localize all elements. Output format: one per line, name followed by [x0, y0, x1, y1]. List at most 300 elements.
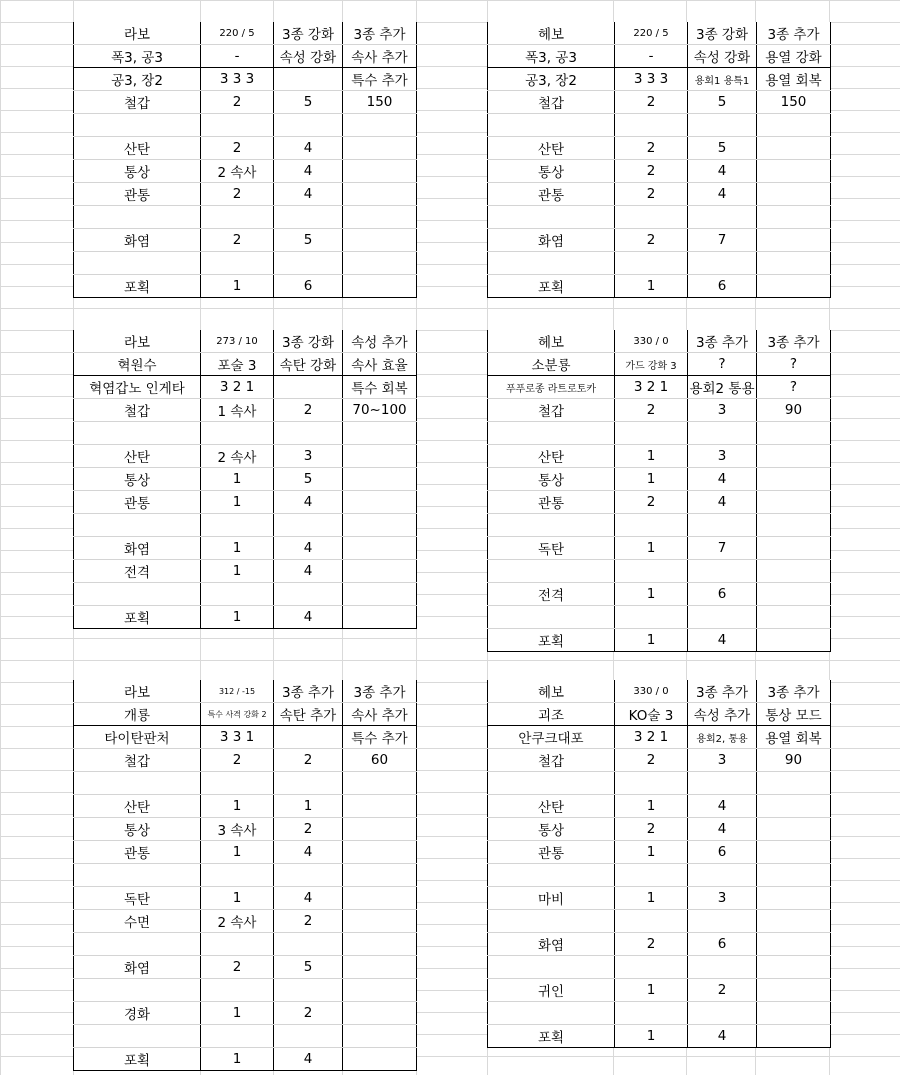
table-cell[interactable]: 속사 추가	[343, 703, 417, 726]
table-cell[interactable]: 3 3 3	[201, 68, 274, 91]
table-cell[interactable]	[343, 1002, 417, 1025]
table-cell[interactable]: 3 2 1	[201, 376, 274, 399]
table-cell[interactable]	[343, 933, 417, 956]
table-cell[interactable]: 화염	[488, 229, 615, 252]
table-cell[interactable]	[74, 514, 201, 537]
table-cell[interactable]	[274, 376, 343, 399]
table-cell[interactable]: 1	[201, 841, 274, 864]
table-cell[interactable]	[488, 956, 615, 979]
table-cell[interactable]: 3 3 3	[615, 68, 688, 91]
table-cell[interactable]: 1	[201, 275, 274, 298]
table-cell[interactable]: 1	[201, 560, 274, 583]
table-cell[interactable]	[343, 979, 417, 1002]
table-cell[interactable]	[757, 445, 831, 468]
table-cell[interactable]: 공3, 장2	[488, 68, 615, 91]
table-cell[interactable]: -	[201, 45, 274, 68]
table-cell[interactable]: ?	[757, 353, 831, 376]
table-cell[interactable]: 4	[688, 160, 757, 183]
table-cell[interactable]: 포획	[74, 606, 201, 629]
table-cell[interactable]	[757, 114, 831, 137]
table-cell[interactable]: 5	[274, 956, 343, 979]
table-cell[interactable]	[488, 252, 615, 275]
table-cell[interactable]	[757, 795, 831, 818]
table-cell[interactable]: 혁염갑노 인게타	[74, 376, 201, 399]
table-cell[interactable]	[688, 1002, 757, 1025]
table-cell[interactable]	[74, 583, 201, 606]
table-cell[interactable]	[201, 252, 274, 275]
table-cell[interactable]	[757, 160, 831, 183]
table-cell[interactable]: 5	[688, 137, 757, 160]
table-cell[interactable]	[274, 514, 343, 537]
table-cell[interactable]	[201, 422, 274, 445]
table-cell[interactable]: 2	[201, 749, 274, 772]
table-cell[interactable]	[74, 979, 201, 1002]
table-cell[interactable]: 1	[615, 887, 688, 910]
table-cell[interactable]: 4	[274, 160, 343, 183]
table-cell[interactable]	[615, 422, 688, 445]
table-cell[interactable]: 1	[615, 629, 688, 652]
table-cell[interactable]: 속성 추가	[688, 703, 757, 726]
table-cell[interactable]: 속탄 강화	[274, 353, 343, 376]
table-cell[interactable]	[615, 956, 688, 979]
table-cell[interactable]	[757, 422, 831, 445]
table-cell[interactable]: 4	[688, 795, 757, 818]
table-cell[interactable]: 1	[615, 537, 688, 560]
table-cell[interactable]: 2 속사	[201, 445, 274, 468]
table-cell[interactable]	[757, 910, 831, 933]
table-cell[interactable]: 독탄	[488, 537, 615, 560]
table-cell[interactable]	[343, 468, 417, 491]
table-cell[interactable]	[201, 979, 274, 1002]
table-cell[interactable]: 330 / 0	[615, 680, 688, 703]
table-cell[interactable]	[615, 772, 688, 795]
table-cell[interactable]: 6	[274, 275, 343, 298]
table-cell[interactable]: 3종 강화	[274, 330, 343, 353]
table-cell[interactable]	[757, 606, 831, 629]
table-cell[interactable]	[757, 979, 831, 1002]
table-cell[interactable]	[343, 583, 417, 606]
table-cell[interactable]: 독탄	[74, 887, 201, 910]
table-cell[interactable]: 속사 효율	[343, 353, 417, 376]
table-cell[interactable]: 5	[274, 468, 343, 491]
table-cell[interactable]	[201, 583, 274, 606]
table-cell[interactable]: 3 속사	[201, 818, 274, 841]
table-cell[interactable]: 안쿠크대포	[488, 726, 615, 749]
table-cell[interactable]: 2	[201, 137, 274, 160]
table-cell[interactable]: 2	[615, 91, 688, 114]
table-cell[interactable]	[343, 114, 417, 137]
table-cell[interactable]	[615, 910, 688, 933]
table-cell[interactable]: 1	[615, 979, 688, 1002]
table-cell[interactable]	[488, 1002, 615, 1025]
table-cell[interactable]: 헤보	[488, 330, 615, 353]
table-cell[interactable]: ?	[757, 376, 831, 399]
table-cell[interactable]: KO술 3	[615, 703, 688, 726]
table-cell[interactable]: 통상	[488, 818, 615, 841]
table-cell[interactable]: 6	[688, 275, 757, 298]
table-cell[interactable]	[757, 1002, 831, 1025]
table-cell[interactable]	[615, 252, 688, 275]
table-cell[interactable]	[688, 772, 757, 795]
table-cell[interactable]: 헤보	[488, 22, 615, 45]
table-cell[interactable]	[343, 818, 417, 841]
table-cell[interactable]: 150	[757, 91, 831, 114]
table-cell[interactable]: 괴조	[488, 703, 615, 726]
table-cell[interactable]: 통상	[488, 160, 615, 183]
table-cell[interactable]	[343, 910, 417, 933]
table-cell[interactable]: 1	[201, 537, 274, 560]
table-cell[interactable]: 4	[688, 468, 757, 491]
table-cell[interactable]: 철갑	[74, 91, 201, 114]
table-cell[interactable]: 속성 강화	[274, 45, 343, 68]
table-cell[interactable]	[688, 514, 757, 537]
table-cell[interactable]: 철갑	[488, 91, 615, 114]
table-cell[interactable]: 경화	[74, 1002, 201, 1025]
table-cell[interactable]: 개룡	[74, 703, 201, 726]
table-cell[interactable]: 220 / 5	[615, 22, 688, 45]
table-cell[interactable]: 속사 추가	[343, 45, 417, 68]
table-cell[interactable]: 1	[201, 1002, 274, 1025]
table-cell[interactable]: 3종 추가	[757, 330, 831, 353]
table-cell[interactable]: 7	[688, 229, 757, 252]
table-cell[interactable]: 1	[615, 445, 688, 468]
table-cell[interactable]: 통상 모드	[757, 703, 831, 726]
table-cell[interactable]	[274, 206, 343, 229]
table-cell[interactable]: 통상	[74, 160, 201, 183]
table-cell[interactable]	[201, 1025, 274, 1048]
table-cell[interactable]	[74, 864, 201, 887]
table-cell[interactable]: 산탄	[488, 137, 615, 160]
table-cell[interactable]: 4	[274, 887, 343, 910]
table-cell[interactable]: 2	[615, 399, 688, 422]
table-cell[interactable]	[274, 772, 343, 795]
table-cell[interactable]	[615, 606, 688, 629]
table-cell[interactable]: 특수 회복	[343, 376, 417, 399]
table-cell[interactable]: 2	[274, 1002, 343, 1025]
table-cell[interactable]	[343, 160, 417, 183]
table-cell[interactable]: 4	[688, 183, 757, 206]
table-cell[interactable]: 철갑	[74, 749, 201, 772]
table-cell[interactable]	[343, 887, 417, 910]
table-cell[interactable]	[757, 275, 831, 298]
table-cell[interactable]: 통상	[74, 468, 201, 491]
table-cell[interactable]	[688, 560, 757, 583]
table-cell[interactable]	[488, 864, 615, 887]
table-cell[interactable]	[615, 1002, 688, 1025]
table-cell[interactable]: 312 / -15	[201, 680, 274, 703]
table-cell[interactable]	[343, 275, 417, 298]
table-cell[interactable]	[757, 818, 831, 841]
table-cell[interactable]	[343, 537, 417, 560]
table-cell[interactable]	[488, 910, 615, 933]
table-cell[interactable]: 전격	[74, 560, 201, 583]
table-cell[interactable]: 용열 회복	[757, 68, 831, 91]
table-cell[interactable]	[343, 445, 417, 468]
table-cell[interactable]	[343, 956, 417, 979]
table-cell[interactable]	[615, 206, 688, 229]
table-cell[interactable]: 2	[688, 979, 757, 1002]
table-cell[interactable]: 타이탄판처	[74, 726, 201, 749]
table-cell[interactable]	[757, 252, 831, 275]
table-cell[interactable]: 용회1 용특1	[688, 68, 757, 91]
table-cell[interactable]: 90	[757, 749, 831, 772]
table-cell[interactable]: 6	[688, 583, 757, 606]
table-cell[interactable]	[757, 491, 831, 514]
table-cell[interactable]	[274, 1025, 343, 1048]
table-cell[interactable]: 5	[274, 229, 343, 252]
table-cell[interactable]: 3종 추가	[343, 680, 417, 703]
table-cell[interactable]	[343, 1025, 417, 1048]
table-cell[interactable]: 1	[615, 1025, 688, 1048]
table-cell[interactable]	[488, 114, 615, 137]
table-cell[interactable]	[488, 422, 615, 445]
table-cell[interactable]: 라보	[74, 330, 201, 353]
table-cell[interactable]: 산탄	[488, 445, 615, 468]
table-cell[interactable]: 2	[615, 818, 688, 841]
table-cell[interactable]	[688, 864, 757, 887]
table-cell[interactable]	[615, 514, 688, 537]
table-cell[interactable]: 3종 추가	[757, 680, 831, 703]
table-cell[interactable]: 전격	[488, 583, 615, 606]
table-cell[interactable]	[201, 772, 274, 795]
table-cell[interactable]: 4	[274, 1048, 343, 1071]
table-cell[interactable]	[274, 114, 343, 137]
table-cell[interactable]: 용열 회복	[757, 726, 831, 749]
table-cell[interactable]: 2	[201, 91, 274, 114]
table-cell[interactable]: 220 / 5	[201, 22, 274, 45]
table-cell[interactable]: 6	[688, 933, 757, 956]
table-cell[interactable]: 2	[615, 183, 688, 206]
table-cell[interactable]: 속성 강화	[688, 45, 757, 68]
table-cell[interactable]: 산탄	[488, 795, 615, 818]
table-cell[interactable]: 포획	[74, 1048, 201, 1071]
table-cell[interactable]: 1	[615, 583, 688, 606]
table-cell[interactable]	[488, 514, 615, 537]
table-cell[interactable]: 4	[688, 629, 757, 652]
table-cell[interactable]: 용회2, 통용	[688, 726, 757, 749]
table-cell[interactable]: 소분룡	[488, 353, 615, 376]
table-cell[interactable]	[688, 606, 757, 629]
table-cell[interactable]	[757, 560, 831, 583]
table-cell[interactable]	[201, 206, 274, 229]
table-cell[interactable]	[74, 206, 201, 229]
table-cell[interactable]	[343, 795, 417, 818]
table-cell[interactable]: 4	[274, 841, 343, 864]
table-cell[interactable]: 2	[615, 749, 688, 772]
table-cell[interactable]: 1	[201, 491, 274, 514]
table-cell[interactable]	[757, 864, 831, 887]
table-cell[interactable]: 3	[274, 445, 343, 468]
table-cell[interactable]: 4	[274, 183, 343, 206]
table-cell[interactable]	[274, 933, 343, 956]
table-cell[interactable]: 1	[201, 887, 274, 910]
table-cell[interactable]	[201, 114, 274, 137]
table-cell[interactable]: 3	[688, 749, 757, 772]
table-cell[interactable]	[343, 841, 417, 864]
table-cell[interactable]: 화염	[488, 933, 615, 956]
table-cell[interactable]	[343, 772, 417, 795]
table-cell[interactable]: 3종 추가	[688, 330, 757, 353]
table-cell[interactable]: 포획	[488, 1025, 615, 1048]
table-cell[interactable]: 4	[274, 137, 343, 160]
table-cell[interactable]: 2 속사	[201, 160, 274, 183]
table-cell[interactable]: 4	[688, 818, 757, 841]
table-cell[interactable]	[74, 252, 201, 275]
table-cell[interactable]: 포획	[74, 275, 201, 298]
table-cell[interactable]	[757, 206, 831, 229]
table-cell[interactable]	[688, 422, 757, 445]
table-cell[interactable]: 2	[615, 933, 688, 956]
table-cell[interactable]: 3종 추가	[274, 680, 343, 703]
table-cell[interactable]	[74, 422, 201, 445]
table-cell[interactable]: 273 / 10	[201, 330, 274, 353]
table-cell[interactable]: 3종 강화	[688, 22, 757, 45]
table-cell[interactable]: 1	[201, 795, 274, 818]
table-cell[interactable]: 용회2 통용	[688, 376, 757, 399]
table-cell[interactable]	[488, 606, 615, 629]
table-cell[interactable]: 속성 추가	[343, 330, 417, 353]
table-cell[interactable]: 2	[615, 491, 688, 514]
table-cell[interactable]	[343, 183, 417, 206]
table-cell[interactable]	[757, 1025, 831, 1048]
table-cell[interactable]	[757, 887, 831, 910]
table-cell[interactable]	[274, 68, 343, 91]
table-cell[interactable]: 화염	[74, 537, 201, 560]
table-cell[interactable]: 3	[688, 887, 757, 910]
table-cell[interactable]: 헤보	[488, 680, 615, 703]
table-cell[interactable]	[488, 206, 615, 229]
table-cell[interactable]	[343, 252, 417, 275]
table-cell[interactable]: 화염	[74, 956, 201, 979]
table-cell[interactable]: 폭3, 공3	[74, 45, 201, 68]
table-cell[interactable]: 3종 추가	[688, 680, 757, 703]
table-cell[interactable]	[757, 583, 831, 606]
table-cell[interactable]	[343, 206, 417, 229]
table-cell[interactable]	[343, 560, 417, 583]
table-cell[interactable]: 폭3, 공3	[488, 45, 615, 68]
table-cell[interactable]: 70~100	[343, 399, 417, 422]
table-cell[interactable]: 4	[274, 491, 343, 514]
table-cell[interactable]: 관통	[74, 491, 201, 514]
table-cell[interactable]	[343, 606, 417, 629]
table-cell[interactable]	[74, 1025, 201, 1048]
table-cell[interactable]: 7	[688, 537, 757, 560]
table-cell[interactable]: 마비	[488, 887, 615, 910]
table-cell[interactable]: 1	[201, 606, 274, 629]
table-cell[interactable]: 2	[274, 399, 343, 422]
table-cell[interactable]: 통상	[74, 818, 201, 841]
table-cell[interactable]: 푸푸로종 라트로토카	[488, 376, 615, 399]
table-cell[interactable]	[757, 956, 831, 979]
table-cell[interactable]: 4	[274, 560, 343, 583]
table-cell[interactable]: 1	[274, 795, 343, 818]
table-cell[interactable]: 관통	[74, 841, 201, 864]
table-cell[interactable]: 1	[201, 468, 274, 491]
table-cell[interactable]: 6	[688, 841, 757, 864]
table-cell[interactable]: 2	[201, 183, 274, 206]
table-cell[interactable]: 속탄 추가	[274, 703, 343, 726]
table-cell[interactable]: 특수 사격 강화 2	[201, 703, 274, 726]
table-cell[interactable]	[757, 183, 831, 206]
table-cell[interactable]: 라보	[74, 22, 201, 45]
table-cell[interactable]: 관통	[488, 841, 615, 864]
table-cell[interactable]	[201, 864, 274, 887]
table-cell[interactable]: 2	[274, 910, 343, 933]
table-cell[interactable]: 1	[615, 841, 688, 864]
table-cell[interactable]	[274, 422, 343, 445]
table-cell[interactable]	[74, 933, 201, 956]
table-cell[interactable]	[201, 933, 274, 956]
table-cell[interactable]	[615, 864, 688, 887]
table-cell[interactable]: 2	[615, 160, 688, 183]
table-cell[interactable]	[274, 979, 343, 1002]
table-cell[interactable]: 귀인	[488, 979, 615, 1002]
table-cell[interactable]	[757, 841, 831, 864]
table-cell[interactable]: 2	[274, 818, 343, 841]
table-cell[interactable]	[488, 560, 615, 583]
table-cell[interactable]: 관통	[74, 183, 201, 206]
table-cell[interactable]	[201, 514, 274, 537]
table-cell[interactable]: 3종 추가	[757, 22, 831, 45]
table-cell[interactable]: 2	[274, 749, 343, 772]
table-cell[interactable]	[757, 772, 831, 795]
table-cell[interactable]: 90	[757, 399, 831, 422]
table-cell[interactable]: 포획	[488, 275, 615, 298]
table-cell[interactable]	[343, 229, 417, 252]
table-cell[interactable]: 1	[615, 275, 688, 298]
table-cell[interactable]: 철갑	[488, 399, 615, 422]
table-cell[interactable]: 60	[343, 749, 417, 772]
table-cell[interactable]	[274, 726, 343, 749]
table-cell[interactable]	[688, 910, 757, 933]
table-cell[interactable]: 포획	[488, 629, 615, 652]
table-cell[interactable]	[757, 229, 831, 252]
table-cell[interactable]: 포술 3	[201, 353, 274, 376]
table-cell[interactable]	[757, 629, 831, 652]
table-cell[interactable]: 2	[615, 137, 688, 160]
table-cell[interactable]	[757, 537, 831, 560]
table-cell[interactable]: 150	[343, 91, 417, 114]
table-cell[interactable]: 특수 추가	[343, 726, 417, 749]
table-cell[interactable]	[74, 772, 201, 795]
table-cell[interactable]: 공3, 장2	[74, 68, 201, 91]
table-cell[interactable]: 4	[688, 1025, 757, 1048]
table-cell[interactable]: 산탄	[74, 795, 201, 818]
table-cell[interactable]: 3 2 1	[615, 726, 688, 749]
table-cell[interactable]	[274, 583, 343, 606]
table-cell[interactable]: 통상	[488, 468, 615, 491]
table-cell[interactable]: 수면	[74, 910, 201, 933]
table-cell[interactable]	[274, 864, 343, 887]
table-cell[interactable]	[757, 137, 831, 160]
table-cell[interactable]: 3종 추가	[343, 22, 417, 45]
table-cell[interactable]: 4	[274, 537, 343, 560]
table-cell[interactable]	[757, 514, 831, 537]
table-cell[interactable]	[343, 1048, 417, 1071]
table-cell[interactable]: 3종 강화	[274, 22, 343, 45]
table-cell[interactable]: 2 속사	[201, 910, 274, 933]
table-cell[interactable]: 철갑	[488, 749, 615, 772]
table-cell[interactable]: 1 속사	[201, 399, 274, 422]
table-cell[interactable]	[688, 206, 757, 229]
table-cell[interactable]: 1	[615, 795, 688, 818]
table-cell[interactable]: 용열 강화	[757, 45, 831, 68]
table-cell[interactable]: 가드 강화 3	[615, 353, 688, 376]
table-cell[interactable]: 철갑	[74, 399, 201, 422]
table-cell[interactable]	[757, 933, 831, 956]
table-cell[interactable]: 산탄	[74, 445, 201, 468]
table-cell[interactable]: -	[615, 45, 688, 68]
